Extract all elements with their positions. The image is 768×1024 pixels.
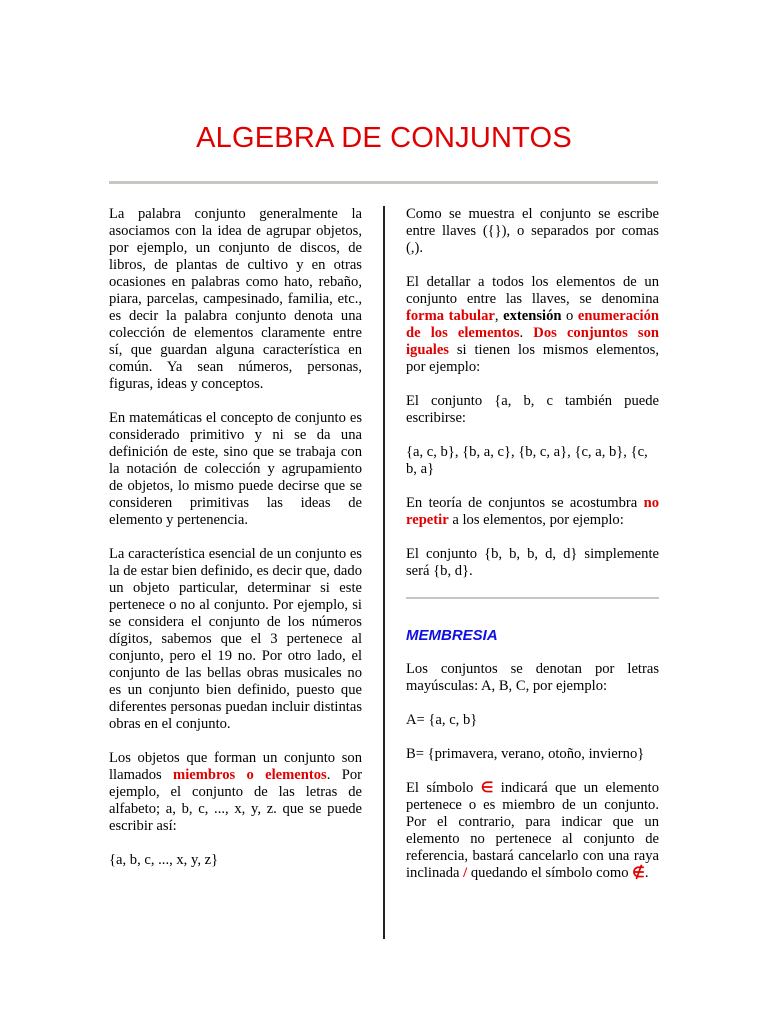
section-heading: MEMBRESIA	[406, 627, 498, 644]
highlight-term: no repetir	[406, 495, 659, 528]
paragraph	[406, 780, 659, 882]
text-span: ,	[494, 308, 504, 324]
page-title: ALGEBRA DE CONJUNTOS	[196, 122, 572, 154]
column-divider	[383, 206, 385, 939]
paragraph: B= {primavera, verano, otoño, invierno}	[406, 746, 645, 762]
paragraph: La característica esencial de un conjunto es la de estar bien definido, es decir que, dado un objeto particular, determinar si este pertenece o no al conjunto. Por ejemplo, si se considera el conjunto de los números dígitos, sabemos que el 3 pertenece al conjunto, pero el 19 no. Por otro lado, el conjunto de las bellas obras musicales no es un conjunto bien definido, puesto que diferentes personas puedan incluir distintas obras en el conjunto.	[109, 546, 362, 732]
paragraph: La palabra conjunto generalmente la asociamos con la idea de agrupar objetos, por ejemplo, un conjunto de discos, de libros, de plantas de cultivo y en otras ocasiones en palabras como hato, rebaño, piara, parcelas, campesinado, familia, etc., es decir la palabra conjunto denota una colección de elementos claramente entre sí, que guardan alguna característica en común. Ya sean números, personas, figuras, ideas y conceptos.	[109, 206, 362, 392]
element-of-icon: ∈	[480, 780, 494, 796]
bold-term: extensión	[503, 308, 562, 324]
left-column	[109, 206, 362, 886]
set-example: {a, c, b}, {b, a, c}, {b, c, a}, {c, a, b}, {c, b, a}	[406, 444, 648, 477]
text-span: si tienen los mismos elementos, por ejemplo:	[406, 342, 659, 375]
text-span: . Por ejemplo, el conjunto de las letras de alfabeto; a, b, c, ..., x, y, z. que se puede escribir así:	[109, 767, 363, 834]
text-span: indicará que un elemento pertenece o es miembro de un conjunto. Por el contrario, para indicar que un elemento no pertenece al conjunto de referencia, bastará cancelarlo con una raya inclinada	[406, 780, 660, 881]
text-span: El detallar a todos los elementos de un conjunto entre las llaves, se denomina	[406, 274, 659, 307]
text-span: En teoría de conjuntos se acostumbra	[406, 495, 644, 511]
right-column	[406, 206, 659, 899]
paragraph	[406, 274, 659, 376]
top-divider	[109, 181, 658, 184]
text-span: a los elementos, por ejemplo:	[448, 512, 624, 528]
paragraph	[109, 750, 362, 835]
text-span: Los objetos que forman un conjunto son llamados	[109, 750, 362, 783]
section-divider	[406, 597, 659, 599]
paragraph: Como se muestra el conjunto se escribe entre llaves ({}), o separados por comas (,).	[406, 206, 659, 256]
not-element-of-icon: ∉	[632, 865, 645, 881]
paragraph	[406, 495, 659, 529]
paragraph: El conjunto {b, b, b, d, d} simplemente será {b, d}.	[406, 546, 659, 579]
text-span: .	[519, 325, 534, 341]
paragraph: En matemáticas el concepto de conjunto es considerado primitivo y ni se da una definición de este, sino que se trabaja con la notación de colección y agrupamiento de objetos, lo mismo puede decirse que se consideren primitivas las ideas de elemento y pertenencia.	[109, 410, 362, 528]
highlight-term: forma tabular	[406, 308, 495, 324]
slash-symbol: /	[463, 865, 468, 881]
text-span: El símbolo	[406, 780, 481, 796]
text-span: o	[561, 308, 578, 324]
set-example: A= {a, c, b}	[406, 712, 478, 728]
text-span: .	[644, 865, 649, 881]
highlight-term: miembros o elementos	[173, 767, 327, 783]
paragraph: El conjunto {a, b, c también puede escribirse:	[406, 393, 659, 426]
highlight-term: Dos conjuntos son iguales	[406, 325, 659, 358]
set-example: {a, b, c, ..., x, y, z}	[109, 852, 219, 868]
text-span: quedando el símbolo como	[467, 865, 633, 881]
highlight-term: enumeración de los elementos	[406, 308, 659, 341]
paragraph: Los conjuntos se denotan por letras mayúsculas: A, B, C, por ejemplo:	[406, 661, 659, 694]
